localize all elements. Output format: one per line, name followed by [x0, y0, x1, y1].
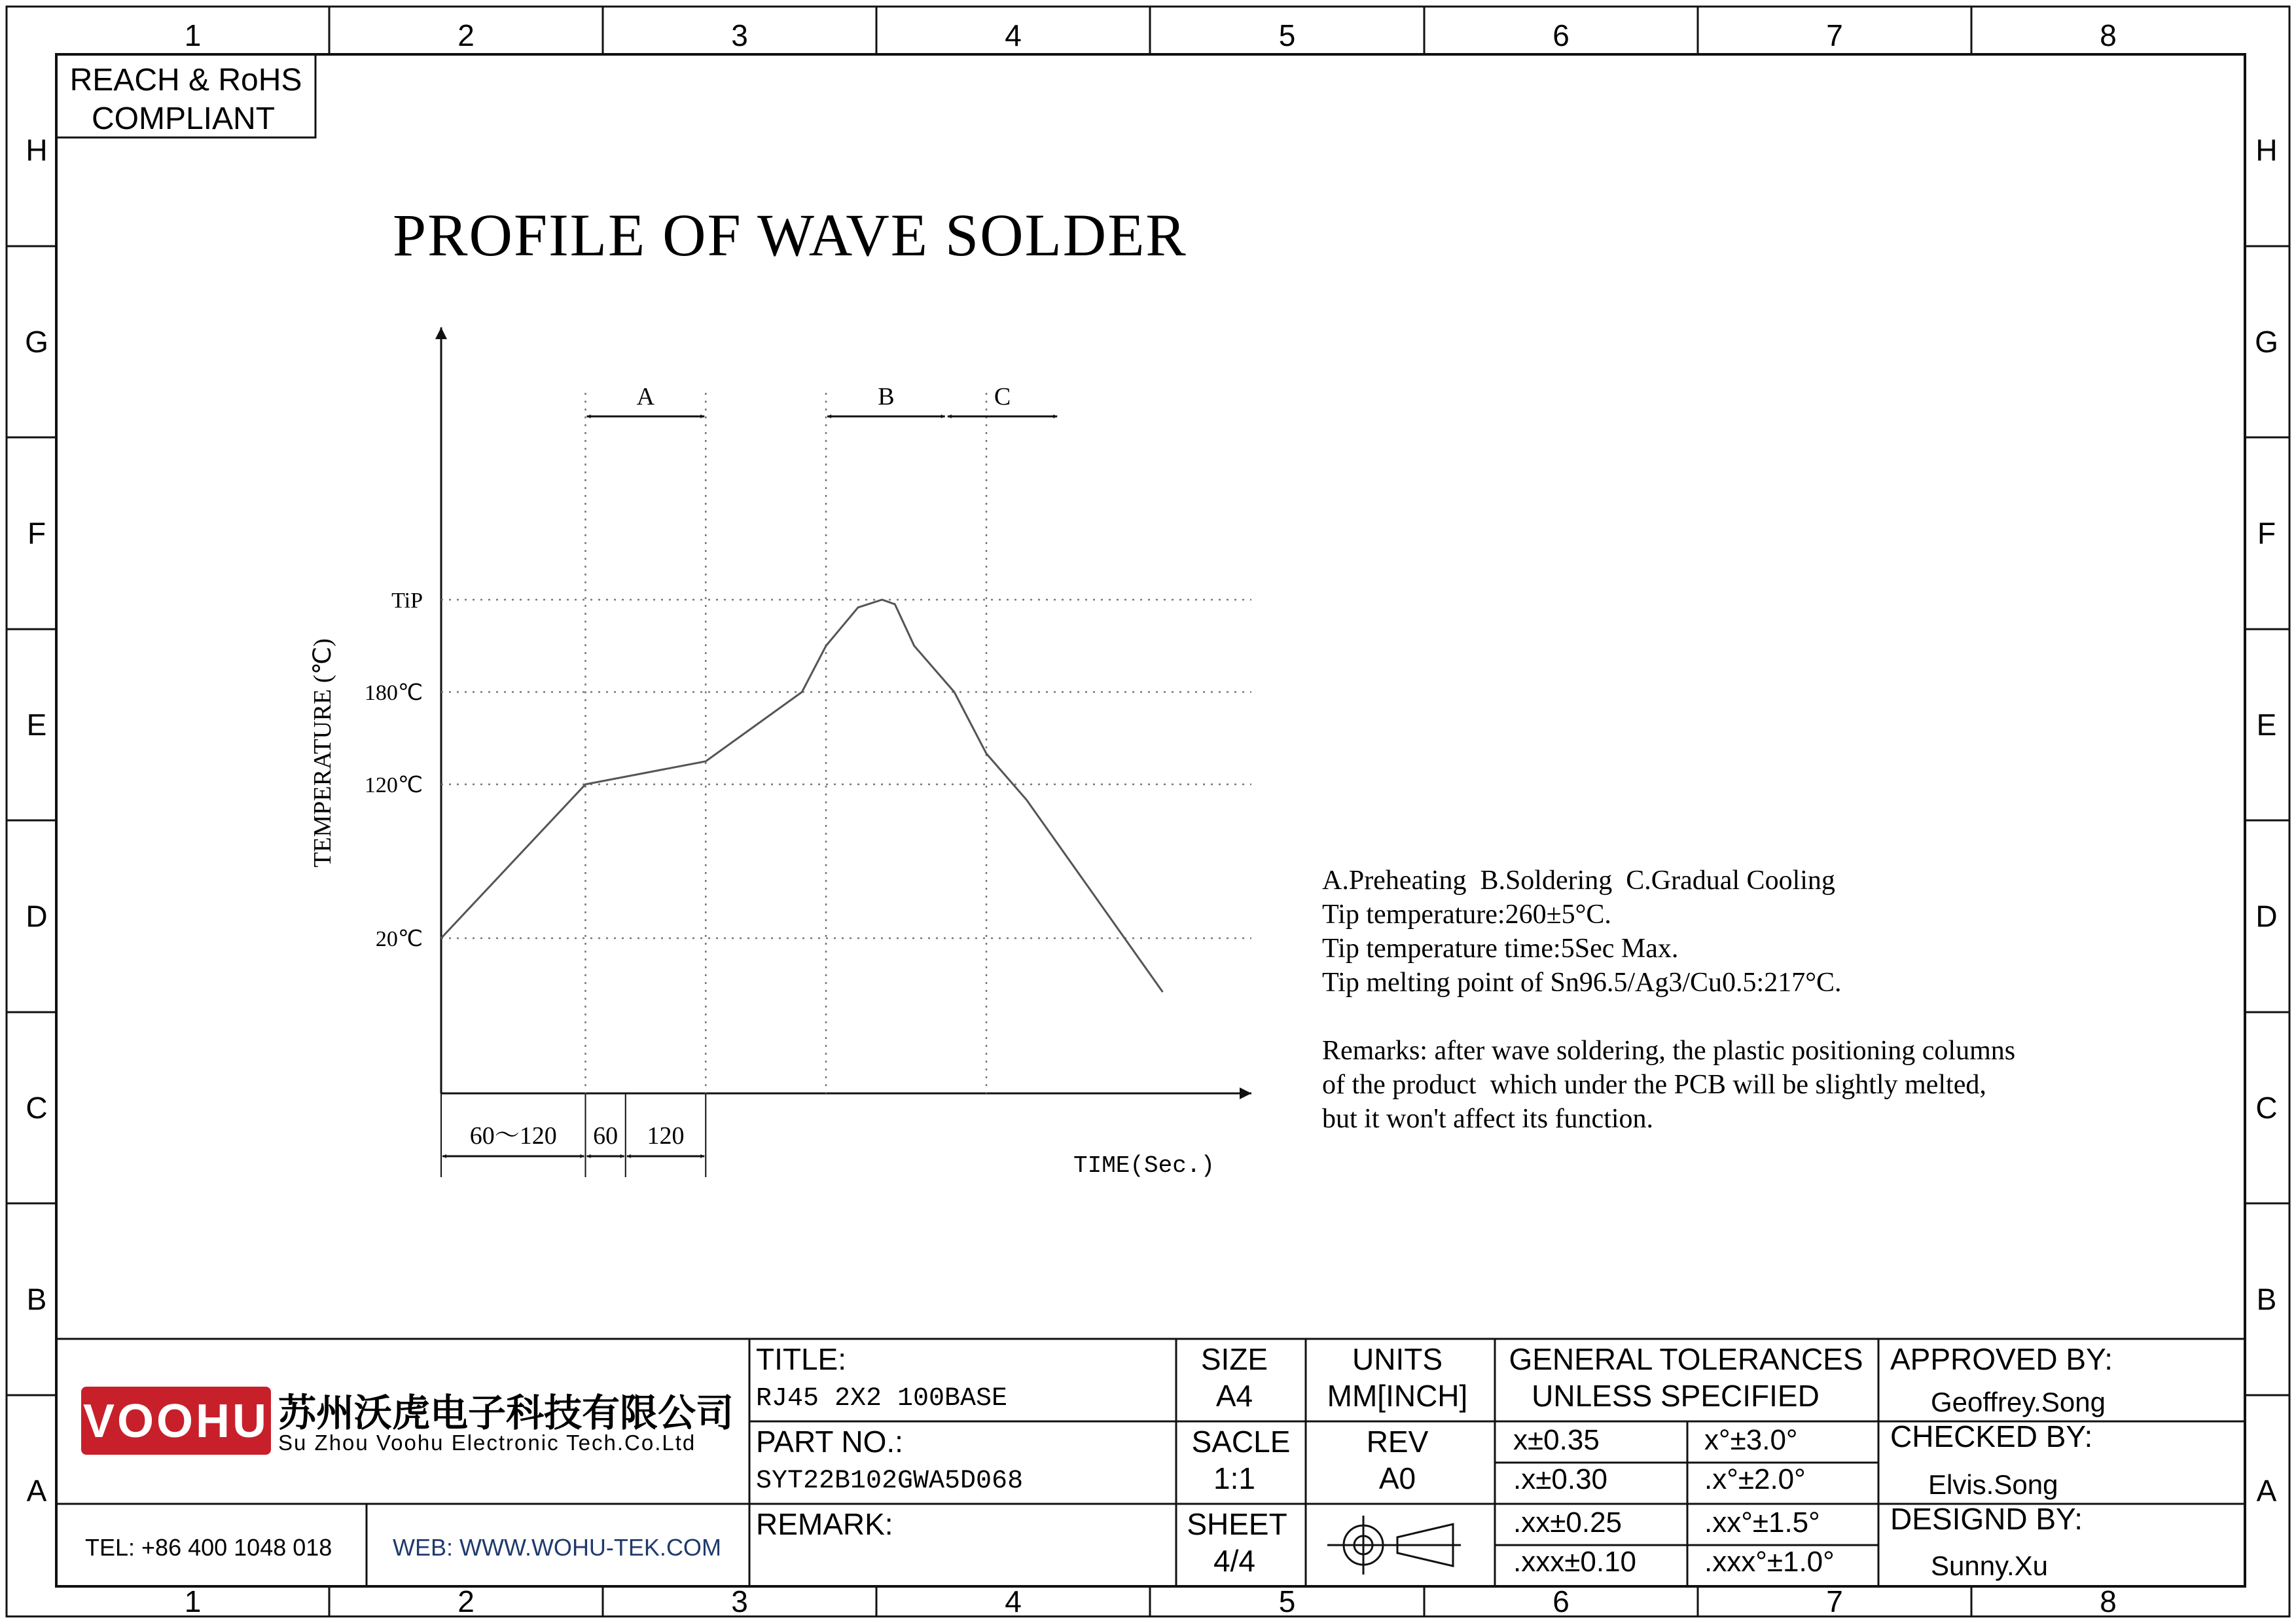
- temperature-profile-line: [441, 600, 1163, 992]
- frame-column-label-bottom: 3: [731, 1584, 748, 1618]
- duration-dimensions: [441, 1093, 706, 1177]
- frame-column-label-bottom: 1: [184, 1584, 202, 1618]
- rev-label: REV: [1366, 1425, 1429, 1459]
- notes-remarks-2: of the product which under the PCB will be slightly melted,: [1322, 1070, 1986, 1100]
- y-tick-label: 120℃: [364, 773, 423, 797]
- frame-column-label-bottom: 7: [1826, 1584, 1843, 1618]
- part-number-label: PART NO.:: [756, 1425, 903, 1459]
- zone-label: C: [994, 383, 1011, 410]
- part-number-value: SYT22B102GWA5D068: [756, 1467, 1024, 1496]
- frame-column-label-top: 4: [1005, 18, 1022, 52]
- checked-by-value: Elvis.Song: [1928, 1469, 2058, 1500]
- compliance-line-1: REACH & RoHS: [69, 63, 302, 98]
- y-tick-label: 20℃: [375, 927, 423, 951]
- frame-row-label-left: E: [26, 708, 47, 742]
- scale-value: 1:1: [1213, 1461, 1255, 1495]
- frame-column-label-top: 7: [1826, 18, 1843, 52]
- designed-by-value: Sunny.Xu: [1931, 1550, 2049, 1581]
- frame-row-label-left: F: [27, 516, 46, 551]
- vertical-gridlines: [586, 393, 987, 1093]
- horizontal-gridlines: [441, 600, 1251, 938]
- company-name-en: Su Zhou Voohu Electronic Tech.Co.Ltd: [278, 1431, 696, 1455]
- size-label: SIZE: [1200, 1342, 1268, 1376]
- duration-label: 60: [593, 1122, 619, 1150]
- y-tick-labels: [365, 589, 423, 951]
- notes-remarks-1: Remarks: after wave soldering, the plastic positioning columns: [1322, 1036, 2016, 1066]
- zone-label: A: [636, 383, 655, 410]
- frame-row-label-left: G: [25, 325, 48, 359]
- size-value: A4: [1215, 1379, 1253, 1413]
- tolerance-cell: .xx°±1.5°: [1704, 1506, 1820, 1539]
- duration-label: 60～120: [469, 1122, 557, 1150]
- frame-row-label-left: D: [26, 899, 48, 934]
- frame-row-label-right: C: [2255, 1091, 2278, 1125]
- tolerance-cell: x±0.35: [1513, 1424, 1600, 1456]
- units-label: UNITS: [1352, 1342, 1443, 1376]
- zone-label: B: [878, 383, 895, 410]
- frame-row-label-right: F: [2257, 516, 2276, 551]
- frame-row-label-right: E: [2256, 708, 2277, 742]
- sheet-label: SHEET: [1187, 1507, 1287, 1541]
- tolerance-title-2: UNLESS SPECIFIED: [1532, 1379, 1820, 1413]
- tolerance-cell: .xxx°±1.0°: [1704, 1546, 1835, 1578]
- approved-by-label: APPROVED BY:: [1890, 1342, 2113, 1376]
- notes-tip-time: Tip temperature time:5Sec Max.: [1322, 934, 1679, 964]
- scale-label: SACLE: [1191, 1425, 1291, 1459]
- tolerance-cell: .x±0.30: [1513, 1463, 1608, 1495]
- page-title: PROFILE OF WAVE SOLDER: [393, 202, 1187, 268]
- frame-column-label-bottom: 5: [1278, 1584, 1296, 1618]
- company-logo-text: VOOHU: [82, 1395, 270, 1448]
- units-value: MM[INCH]: [1327, 1379, 1468, 1413]
- compliance-line-2: COMPLIANT: [91, 101, 276, 136]
- frame-row-label-right: B: [2256, 1282, 2277, 1317]
- frame-row-label-right: D: [2255, 899, 2278, 934]
- tolerance-table: [1513, 1424, 1835, 1578]
- zone-arrows: [587, 383, 1058, 416]
- checked-by-label: CHECKED BY:: [1890, 1419, 2093, 1453]
- tolerance-title-1: GENERAL TOLERANCES: [1509, 1342, 1863, 1376]
- frame-column-label-top: 8: [2100, 18, 2117, 52]
- remark-label: REMARK:: [756, 1507, 893, 1541]
- third-angle-projection-icon: [1327, 1516, 1461, 1575]
- telephone: TEL: +86 400 1048 018: [85, 1534, 332, 1561]
- tolerance-cell: .x°±2.0°: [1704, 1463, 1806, 1495]
- frame-row-label-left: H: [26, 133, 48, 168]
- company-name-cn: 苏州沃虎电子科技有限公司: [278, 1392, 734, 1434]
- x-axis-label: TIME(Sec.): [1073, 1152, 1215, 1179]
- sheet-value: 4/4: [1213, 1544, 1255, 1578]
- frame-row-label-left: C: [26, 1091, 48, 1125]
- frame-row-label-right: H: [2255, 133, 2278, 168]
- frame-column-label-top: 3: [731, 18, 748, 52]
- notes-tip-temperature: Tip temperature:260±5°C.: [1322, 900, 1611, 930]
- notes-melting-point: Tip melting point of Sn96.5/Ag3/Cu0.5:217°C.: [1322, 968, 1842, 998]
- frame-column-label-bottom: 2: [457, 1584, 475, 1618]
- notes-remarks-3: but it won't affect its function.: [1322, 1104, 1654, 1134]
- frame-column-label-bottom: 8: [2100, 1584, 2117, 1618]
- designed-by-label: DESIGND BY:: [1890, 1502, 2083, 1536]
- frame-column-label-bottom: 4: [1005, 1584, 1022, 1618]
- wave-solder-chart: [309, 327, 1251, 1179]
- y-axis-label: TEMPERATURE (℃): [309, 638, 336, 867]
- frame-column-label-top: 5: [1278, 18, 1296, 52]
- title-label: TITLE:: [756, 1342, 847, 1376]
- frame-row-label-right: G: [2255, 325, 2278, 359]
- frame-row-label-right: A: [2256, 1474, 2277, 1508]
- frame-column-label-top: 2: [457, 18, 475, 52]
- frame-row-label-left: B: [26, 1282, 47, 1317]
- rev-value: A0: [1378, 1461, 1416, 1495]
- tolerance-cell: x°±3.0°: [1704, 1424, 1798, 1456]
- approved-by-value: Geoffrey.Song: [1931, 1387, 2106, 1417]
- y-tick-label: 180℃: [364, 681, 423, 705]
- y-tick-label: TiP: [391, 589, 423, 613]
- frame-column-label-top: 1: [184, 18, 202, 52]
- frame-column-label-bottom: 6: [1552, 1584, 1570, 1618]
- title-value: RJ45 2X2 100BASE: [756, 1384, 1008, 1413]
- tolerance-cell: .xxx±0.10: [1513, 1546, 1637, 1578]
- frame-column-label-top: 6: [1552, 18, 1570, 52]
- frame-row-label-left: A: [26, 1474, 47, 1508]
- duration-label: 120: [647, 1122, 685, 1150]
- website: WEB: WWW.WOHU-TEK.COM: [393, 1534, 721, 1561]
- notes-legend-line: A.Preheating B.Soldering C.Gradual Cooling: [1322, 866, 1835, 896]
- tolerance-cell: .xx±0.25: [1513, 1506, 1623, 1539]
- notes-block: [1322, 866, 2015, 1134]
